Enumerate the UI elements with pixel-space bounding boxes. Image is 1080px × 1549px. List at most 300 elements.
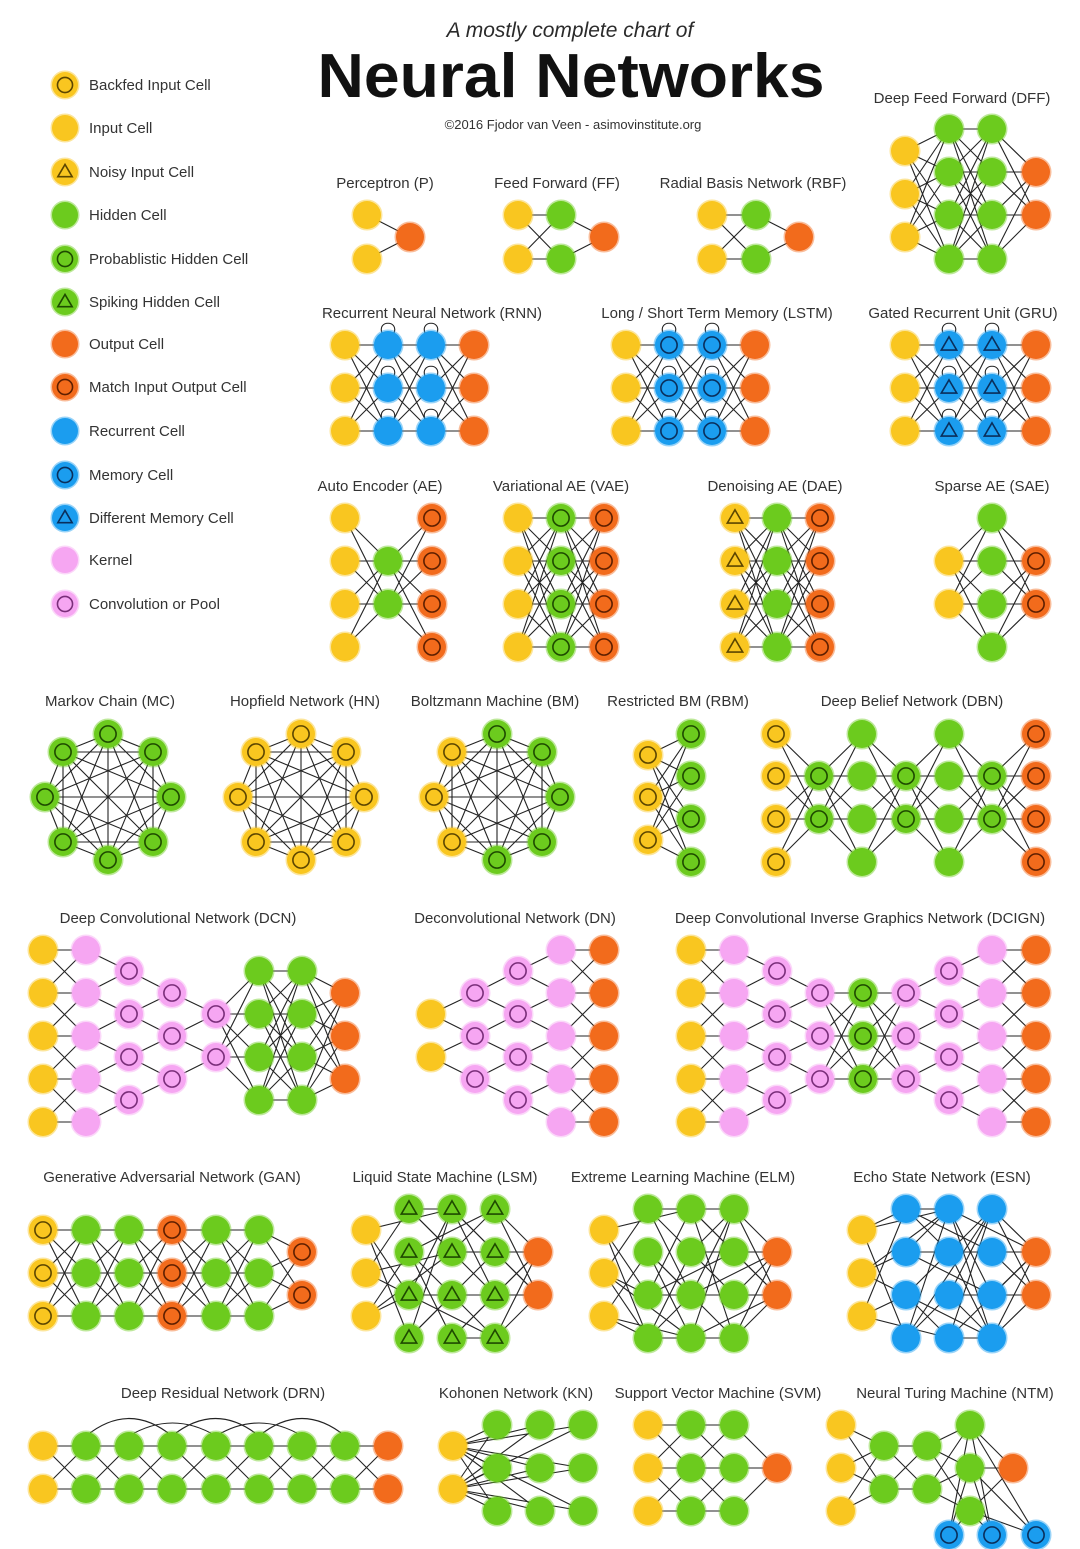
cell-input bbox=[504, 504, 532, 532]
connections bbox=[345, 518, 432, 647]
cell-output bbox=[374, 1432, 402, 1460]
cell-convolution bbox=[461, 979, 489, 1007]
network-title: Echo State Network (ESN) bbox=[853, 1169, 1031, 1186]
cell-hidden bbox=[115, 1302, 143, 1330]
cell-input bbox=[504, 547, 532, 575]
cell-recurrent bbox=[935, 1324, 963, 1352]
cell-probabilistic-hidden bbox=[849, 979, 877, 1007]
cell-memory bbox=[1022, 1521, 1050, 1549]
cell-hidden bbox=[115, 1432, 143, 1460]
cell-input bbox=[353, 201, 381, 229]
cell-output bbox=[763, 1454, 791, 1482]
cell-output bbox=[1022, 1022, 1050, 1050]
cell-convolution bbox=[202, 1000, 230, 1028]
cells bbox=[29, 1216, 316, 1330]
legend-item bbox=[52, 591, 220, 617]
legend-swatch-backfed-input bbox=[52, 72, 78, 98]
cell-different-memory bbox=[935, 417, 963, 445]
legend-item bbox=[52, 374, 247, 400]
cell-output bbox=[1022, 417, 1050, 445]
cell-recurrent bbox=[892, 1195, 920, 1223]
cell-input bbox=[439, 1475, 467, 1503]
cell-input bbox=[827, 1411, 855, 1439]
cell-output bbox=[460, 331, 488, 359]
network-diagram bbox=[317, 478, 446, 661]
cell-hidden bbox=[720, 1195, 748, 1223]
network-title: Liquid State Machine (LSM) bbox=[352, 1169, 538, 1186]
cell-memory bbox=[655, 417, 683, 445]
network-diagram bbox=[439, 1385, 597, 1525]
chart-subtitle: A mostly complete chart of bbox=[446, 19, 694, 42]
cell-probabilistic-hidden bbox=[677, 720, 705, 748]
cell-hidden bbox=[720, 1497, 748, 1525]
cell-input bbox=[331, 547, 359, 575]
cell-input bbox=[331, 417, 359, 445]
cell-spiking-hidden bbox=[395, 1281, 423, 1309]
cell-output bbox=[763, 1281, 791, 1309]
cell-recurrent bbox=[935, 1195, 963, 1223]
cell-backfed-input bbox=[438, 738, 466, 766]
cell-hidden bbox=[677, 1411, 705, 1439]
cell-input bbox=[848, 1216, 876, 1244]
cell-spiking-hidden bbox=[481, 1281, 509, 1309]
cell-backfed-input bbox=[438, 828, 466, 856]
cell-kernel bbox=[72, 1108, 100, 1136]
cell-input bbox=[935, 547, 963, 575]
cell-recurrent bbox=[374, 374, 402, 402]
cell-input bbox=[29, 1432, 57, 1460]
cell-spiking-hidden bbox=[438, 1281, 466, 1309]
cell-input bbox=[504, 245, 532, 273]
cell-hidden bbox=[848, 720, 876, 748]
cell-hidden bbox=[978, 633, 1006, 661]
cell-probabilistic-hidden bbox=[94, 846, 122, 874]
cell-memory bbox=[978, 1521, 1006, 1549]
network-title: Support Vector Machine (SVM) bbox=[614, 1385, 822, 1402]
cell-hidden bbox=[331, 1475, 359, 1503]
cells bbox=[698, 201, 813, 273]
cell-input bbox=[352, 1259, 380, 1287]
cell-hidden bbox=[526, 1454, 554, 1482]
cell-hidden bbox=[677, 1195, 705, 1223]
cell-output bbox=[590, 936, 618, 964]
cell-recurrent bbox=[935, 1281, 963, 1309]
cell-hidden bbox=[483, 1411, 511, 1439]
cell-kernel bbox=[720, 936, 748, 964]
cell-input bbox=[891, 331, 919, 359]
cell-kernel bbox=[72, 936, 100, 964]
network-diagram bbox=[411, 693, 579, 874]
legend-label: Probablistic Hidden Cell bbox=[89, 251, 249, 268]
cell-convolution bbox=[892, 1022, 920, 1050]
cell-kernel bbox=[547, 1065, 575, 1093]
chart-header bbox=[318, 19, 825, 132]
cell-output bbox=[331, 979, 359, 1007]
cell-input bbox=[827, 1497, 855, 1525]
connections bbox=[626, 323, 755, 431]
cell-noisy-input bbox=[721, 633, 749, 661]
chart-credit: ©2016 Fjodor van Veen - asimovinstitute.org bbox=[444, 117, 702, 132]
network-diagram bbox=[336, 175, 434, 273]
network-title: Deep Belief Network (DBN) bbox=[820, 693, 1004, 710]
cell-convolution bbox=[504, 1043, 532, 1071]
cell-hidden bbox=[935, 115, 963, 143]
network-diagram bbox=[571, 1169, 795, 1352]
cell-hidden bbox=[202, 1475, 230, 1503]
network-diagram bbox=[874, 90, 1051, 273]
cells bbox=[29, 1432, 402, 1503]
cell-memory bbox=[698, 331, 726, 359]
legend-swatch-noisy-input bbox=[52, 159, 78, 185]
network-diagram bbox=[707, 478, 842, 661]
cell-match-io bbox=[590, 504, 618, 532]
network-diagram bbox=[615, 1385, 822, 1525]
cell-recurrent bbox=[892, 1238, 920, 1266]
cell-match-io bbox=[1022, 805, 1050, 833]
cell-probabilistic-hidden bbox=[483, 720, 511, 748]
network-title: Sparse AE (SAE) bbox=[934, 478, 1050, 495]
legend-label: Input Cell bbox=[89, 120, 153, 137]
cell-hidden bbox=[677, 1497, 705, 1525]
cell-kernel bbox=[72, 1022, 100, 1050]
connection bbox=[453, 1468, 583, 1489]
cell-convolution bbox=[504, 1000, 532, 1028]
cell-different-memory bbox=[978, 331, 1006, 359]
cell-probabilistic-hidden bbox=[978, 762, 1006, 790]
cell-backfed-input bbox=[420, 783, 448, 811]
legend-label: Backfed Input Cell bbox=[89, 77, 211, 94]
cell-probabilistic-hidden bbox=[677, 805, 705, 833]
connections bbox=[905, 323, 1036, 431]
network-diagram bbox=[414, 910, 618, 1136]
cell-convolution bbox=[935, 1043, 963, 1071]
cell-output bbox=[590, 1108, 618, 1136]
cell-input bbox=[331, 590, 359, 618]
network-title: Variational AE (VAE) bbox=[492, 478, 630, 495]
cell-input bbox=[891, 374, 919, 402]
cell-noisy-input bbox=[721, 547, 749, 575]
cell-hidden bbox=[742, 201, 770, 229]
connections bbox=[345, 323, 474, 431]
cell-input bbox=[827, 1454, 855, 1482]
network-diagram bbox=[762, 693, 1050, 876]
cell-spiking-hidden bbox=[481, 1238, 509, 1266]
cell-output bbox=[1022, 1238, 1050, 1266]
cell-input bbox=[353, 245, 381, 273]
cell-recurrent bbox=[978, 1195, 1006, 1223]
cell-input bbox=[677, 1022, 705, 1050]
cell-match-io bbox=[806, 590, 834, 618]
cell-hidden bbox=[245, 1302, 273, 1330]
cell-input bbox=[29, 1065, 57, 1093]
legend-item bbox=[52, 547, 132, 573]
cell-output bbox=[999, 1454, 1027, 1482]
cell-output bbox=[1022, 1281, 1050, 1309]
network-diagram bbox=[322, 305, 542, 445]
connections bbox=[905, 129, 1036, 259]
cell-kernel bbox=[72, 1065, 100, 1093]
legend-item bbox=[52, 115, 152, 141]
cell-output bbox=[785, 223, 813, 251]
network-title: Recurrent Neural Network (RNN) bbox=[321, 305, 543, 322]
legend-swatch-hidden bbox=[52, 202, 78, 228]
cell-hidden bbox=[848, 762, 876, 790]
cell-probabilistic-hidden bbox=[157, 783, 185, 811]
cell-convolution bbox=[806, 979, 834, 1007]
cell-kernel bbox=[547, 936, 575, 964]
cell-input bbox=[612, 417, 640, 445]
cell-hidden bbox=[202, 1216, 230, 1244]
cell-match-io bbox=[1022, 762, 1050, 790]
cell-kernel bbox=[720, 979, 748, 1007]
cell-backfed-input bbox=[287, 846, 315, 874]
cell-spiking-hidden bbox=[438, 1238, 466, 1266]
network-title: Markov Chain (MC) bbox=[44, 693, 176, 710]
cell-match-io bbox=[158, 1302, 186, 1330]
cell-input bbox=[698, 201, 726, 229]
cell-recurrent bbox=[374, 331, 402, 359]
cells bbox=[762, 720, 1050, 876]
cell-input bbox=[590, 1216, 618, 1244]
cell-probabilistic-hidden bbox=[849, 1065, 877, 1093]
network-title: Deep Convolutional Network (DCN) bbox=[59, 910, 297, 927]
cell-input bbox=[634, 1497, 662, 1525]
cell-input bbox=[848, 1259, 876, 1287]
legend-swatch-recurrent bbox=[52, 418, 78, 444]
cell-probabilistic-hidden bbox=[547, 590, 575, 618]
cell-kernel bbox=[978, 1065, 1006, 1093]
cell-backfed-input bbox=[634, 741, 662, 769]
cell-convolution bbox=[935, 1086, 963, 1114]
cell-memory bbox=[698, 374, 726, 402]
cell-input bbox=[352, 1216, 380, 1244]
connections bbox=[604, 1209, 777, 1338]
legend-label: Memory Cell bbox=[89, 467, 174, 484]
cell-hidden bbox=[115, 1475, 143, 1503]
cell-hidden bbox=[115, 1216, 143, 1244]
cell-hidden bbox=[870, 1432, 898, 1460]
cell-convolution bbox=[158, 1022, 186, 1050]
cell-convolution bbox=[763, 1086, 791, 1114]
cells bbox=[439, 1411, 597, 1525]
cell-hidden bbox=[935, 805, 963, 833]
cell-backfed-input bbox=[634, 826, 662, 854]
legend-label: Convolution or Pool bbox=[89, 596, 220, 613]
cell-match-io bbox=[158, 1259, 186, 1287]
cell-hidden bbox=[158, 1432, 186, 1460]
legend-swatch-different-memory bbox=[52, 505, 78, 531]
cell-match-io bbox=[288, 1281, 316, 1309]
cell-hidden bbox=[288, 1475, 316, 1503]
cell-match-io bbox=[806, 504, 834, 532]
cells bbox=[352, 1195, 552, 1352]
cell-hidden bbox=[526, 1411, 554, 1439]
network-title: Restricted BM (RBM) bbox=[607, 693, 749, 710]
cell-input bbox=[848, 1302, 876, 1330]
cell-convolution bbox=[763, 957, 791, 985]
cell-match-io bbox=[590, 590, 618, 618]
cell-probabilistic-hidden bbox=[49, 738, 77, 766]
cell-probabilistic-hidden bbox=[547, 633, 575, 661]
cell-probabilistic-hidden bbox=[677, 762, 705, 790]
cell-hidden bbox=[202, 1302, 230, 1330]
cell-output bbox=[741, 331, 769, 359]
cell-hidden bbox=[978, 158, 1006, 186]
cell-output bbox=[524, 1238, 552, 1266]
cell-kernel bbox=[720, 1108, 748, 1136]
cells bbox=[935, 504, 1050, 661]
cell-backfed-input bbox=[762, 720, 790, 748]
legend-item bbox=[52, 159, 194, 185]
cell-hidden bbox=[569, 1497, 597, 1525]
cell-match-io bbox=[590, 633, 618, 661]
cell-probabilistic-hidden bbox=[483, 846, 511, 874]
legend-label: Match Input Output Cell bbox=[89, 379, 247, 396]
cell-hidden bbox=[935, 245, 963, 273]
cell-probabilistic-hidden bbox=[849, 1022, 877, 1050]
cell-hidden bbox=[870, 1475, 898, 1503]
cell-hidden bbox=[848, 848, 876, 876]
cell-hidden bbox=[634, 1238, 662, 1266]
cell-input bbox=[352, 1302, 380, 1330]
cell-hidden bbox=[288, 1086, 316, 1114]
cell-output bbox=[1022, 374, 1050, 402]
cell-hidden bbox=[763, 590, 791, 618]
network-diagram bbox=[494, 175, 620, 273]
connections bbox=[862, 1209, 1036, 1338]
cell-hidden bbox=[978, 245, 1006, 273]
legend-swatch-output bbox=[52, 331, 78, 357]
cell-probabilistic-hidden bbox=[49, 828, 77, 856]
cell-input bbox=[29, 1475, 57, 1503]
network-title: Deep Convolutional Inverse Graphics Network (DCIGN) bbox=[674, 910, 1046, 927]
cell-output bbox=[590, 1022, 618, 1050]
cell-hidden bbox=[72, 1432, 100, 1460]
cell-hidden bbox=[720, 1238, 748, 1266]
cell-input bbox=[677, 1108, 705, 1136]
cell-kernel bbox=[720, 1022, 748, 1050]
cell-input bbox=[504, 201, 532, 229]
cell-recurrent bbox=[417, 331, 445, 359]
cell-output bbox=[590, 223, 618, 251]
network-title: Hopfield Network (HN) bbox=[229, 693, 381, 710]
cell-output bbox=[1022, 158, 1050, 186]
cell-convolution bbox=[158, 1065, 186, 1093]
cell-backfed-input bbox=[350, 783, 378, 811]
cell-hidden bbox=[935, 158, 963, 186]
cell-output bbox=[1022, 979, 1050, 1007]
cell-output bbox=[763, 1238, 791, 1266]
cell-spiking-hidden bbox=[438, 1324, 466, 1352]
network-title: Radial Basis Network (RBF) bbox=[659, 175, 847, 192]
cell-probabilistic-hidden bbox=[528, 828, 556, 856]
cell-convolution bbox=[763, 1000, 791, 1028]
cell-probabilistic-hidden bbox=[528, 738, 556, 766]
cells bbox=[721, 504, 834, 661]
cell-hidden bbox=[913, 1432, 941, 1460]
cell-spiking-hidden bbox=[481, 1195, 509, 1223]
cell-hidden bbox=[720, 1454, 748, 1482]
cell-convolution bbox=[763, 1043, 791, 1071]
cell-hidden bbox=[634, 1281, 662, 1309]
connections bbox=[648, 1425, 777, 1511]
cell-convolution bbox=[935, 1000, 963, 1028]
cell-probabilistic-hidden bbox=[805, 805, 833, 833]
chart-title: Neural Networks bbox=[317, 42, 825, 111]
cell-different-memory bbox=[978, 374, 1006, 402]
network-diagram bbox=[352, 1169, 552, 1352]
cell-hidden bbox=[72, 1302, 100, 1330]
legend-item bbox=[52, 505, 234, 531]
cell-output bbox=[331, 1022, 359, 1050]
network-diagram bbox=[827, 1385, 1054, 1549]
cell-output bbox=[590, 979, 618, 1007]
network-title: Auto Encoder (AE) bbox=[317, 478, 443, 495]
cell-kernel bbox=[547, 979, 575, 1007]
cells bbox=[677, 936, 1050, 1136]
cell-hidden bbox=[634, 1324, 662, 1352]
cell-hidden bbox=[288, 1000, 316, 1028]
cell-input bbox=[891, 137, 919, 165]
cell-memory bbox=[655, 331, 683, 359]
connection bbox=[453, 1425, 583, 1446]
connection bbox=[409, 1209, 452, 1338]
cell-recurrent bbox=[374, 417, 402, 445]
cell-probabilistic-hidden bbox=[31, 783, 59, 811]
cell-output bbox=[460, 417, 488, 445]
cell-hidden bbox=[956, 1454, 984, 1482]
cell-hidden bbox=[245, 1432, 273, 1460]
cell-input bbox=[504, 633, 532, 661]
cell-match-io bbox=[1022, 590, 1050, 618]
cell-hidden bbox=[202, 1259, 230, 1287]
cell-memory bbox=[655, 374, 683, 402]
cell-input bbox=[439, 1432, 467, 1460]
cell-convolution bbox=[806, 1022, 834, 1050]
cell-convolution bbox=[115, 1000, 143, 1028]
network-diagram bbox=[493, 478, 629, 661]
cell-hidden bbox=[978, 201, 1006, 229]
network-title: Boltzmann Machine (BM) bbox=[410, 693, 580, 710]
connection bbox=[453, 1489, 583, 1511]
cell-probabilistic-hidden bbox=[978, 805, 1006, 833]
network-diagram bbox=[660, 175, 847, 273]
cell-convolution bbox=[504, 957, 532, 985]
cell-hidden bbox=[978, 504, 1006, 532]
cell-match-io bbox=[1022, 848, 1050, 876]
legend-swatch-probabilistic-hidden bbox=[52, 246, 78, 272]
cell-match-io bbox=[418, 504, 446, 532]
cell-match-io bbox=[418, 547, 446, 575]
cell-hidden bbox=[978, 590, 1006, 618]
cell-output bbox=[1022, 1065, 1050, 1093]
cell-convolution bbox=[892, 1065, 920, 1093]
network-title: Deep Residual Network (DRN) bbox=[120, 1385, 326, 1402]
cell-hidden bbox=[547, 245, 575, 273]
network-diagram bbox=[601, 305, 832, 445]
cell-different-memory bbox=[935, 374, 963, 402]
cell-backfed-input bbox=[242, 738, 270, 766]
network-title: Neural Turing Machine (NTM) bbox=[856, 1385, 1054, 1402]
cell-recurrent bbox=[935, 1238, 963, 1266]
cell-output bbox=[741, 417, 769, 445]
cell-output bbox=[460, 374, 488, 402]
cells bbox=[504, 201, 618, 273]
network-title: Extreme Learning Machine (ELM) bbox=[570, 1169, 796, 1186]
cell-hidden bbox=[720, 1324, 748, 1352]
cell-match-io bbox=[158, 1216, 186, 1244]
network-title: Deconvolutional Network (DN) bbox=[414, 910, 616, 927]
